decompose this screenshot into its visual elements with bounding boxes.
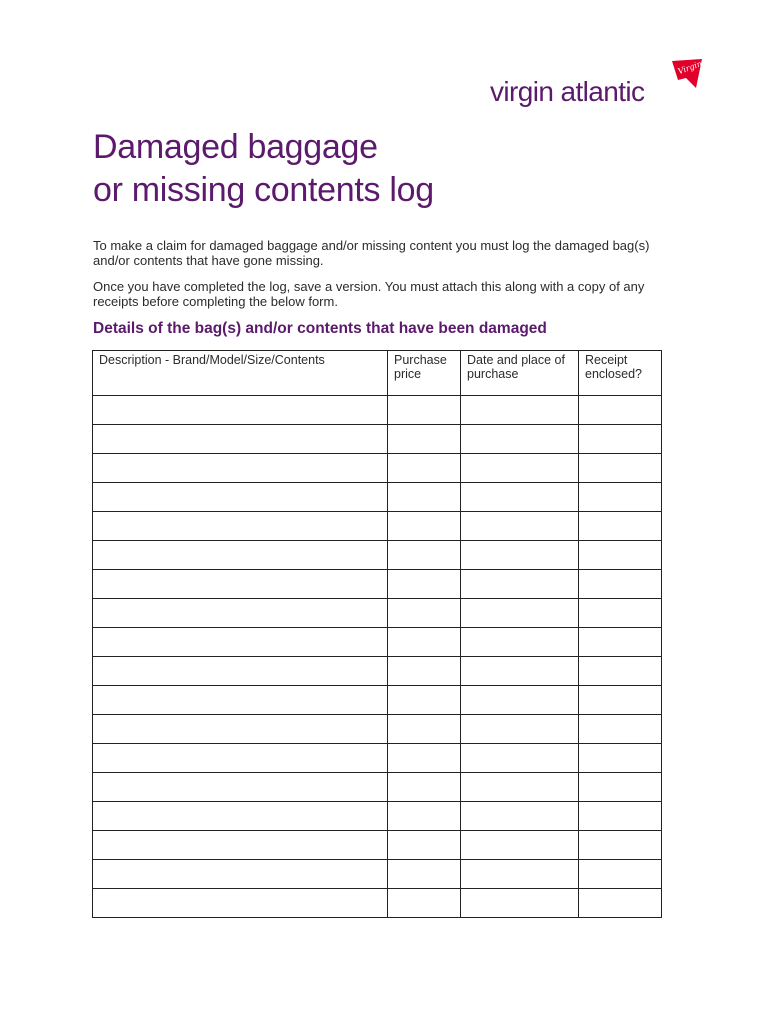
- purchase-price-cell[interactable]: [388, 802, 461, 831]
- date-place-cell[interactable]: [461, 628, 579, 657]
- receipt-cell[interactable]: [579, 541, 662, 570]
- logo-wordmark: virgin atlantic: [490, 76, 645, 107]
- receipt-cell[interactable]: [579, 889, 662, 918]
- purchase-price-cell[interactable]: [388, 831, 461, 860]
- description-cell[interactable]: [93, 657, 388, 686]
- table-body: [93, 396, 662, 918]
- purchase-price-cell[interactable]: [388, 570, 461, 599]
- receipt-cell[interactable]: [579, 599, 662, 628]
- description-cell[interactable]: [93, 628, 388, 657]
- table-row: [93, 715, 662, 744]
- table-row: [93, 425, 662, 454]
- date-place-cell[interactable]: [461, 686, 579, 715]
- date-place-cell[interactable]: [461, 773, 579, 802]
- receipt-cell[interactable]: [579, 715, 662, 744]
- table-row: [93, 599, 662, 628]
- description-cell[interactable]: [93, 889, 388, 918]
- date-place-cell[interactable]: [461, 802, 579, 831]
- date-place-cell[interactable]: [461, 454, 579, 483]
- description-cell[interactable]: [93, 802, 388, 831]
- receipt-cell[interactable]: [579, 396, 662, 425]
- table-row: [93, 454, 662, 483]
- receipt-cell[interactable]: [579, 570, 662, 599]
- page-title-line2: or missing contents log: [93, 171, 434, 209]
- instructions-paragraph-2: Once you have completed the log, save a version. You must attach this along with a copy of any receipts before completing the below form.: [93, 279, 645, 309]
- date-place-cell[interactable]: [461, 860, 579, 889]
- table-row: [93, 570, 662, 599]
- receipt-cell[interactable]: [579, 686, 662, 715]
- table-row: [93, 686, 662, 715]
- description-cell[interactable]: [93, 512, 388, 541]
- receipt-cell[interactable]: [579, 773, 662, 802]
- date-place-cell[interactable]: [461, 512, 579, 541]
- table-row: [93, 483, 662, 512]
- column-header-description: Description - Brand/Model/Size/Contents: [93, 351, 388, 396]
- table-row: [93, 396, 662, 425]
- description-cell[interactable]: [93, 396, 388, 425]
- date-place-cell[interactable]: [461, 889, 579, 918]
- date-place-cell[interactable]: [461, 744, 579, 773]
- purchase-price-cell[interactable]: [388, 686, 461, 715]
- column-header-date-place: Date and place of purchase: [461, 351, 579, 396]
- purchase-price-cell[interactable]: [388, 599, 461, 628]
- page-title: [93, 126, 434, 212]
- date-place-cell[interactable]: [461, 483, 579, 512]
- purchase-price-cell[interactable]: [388, 425, 461, 454]
- purchase-price-cell[interactable]: [388, 657, 461, 686]
- description-cell[interactable]: [93, 541, 388, 570]
- date-place-cell[interactable]: [461, 831, 579, 860]
- description-cell[interactable]: [93, 454, 388, 483]
- table-row: [93, 512, 662, 541]
- receipt-cell[interactable]: [579, 454, 662, 483]
- table-row: [93, 628, 662, 657]
- damage-log-table: [92, 350, 662, 918]
- receipt-cell[interactable]: [579, 512, 662, 541]
- instructions-paragraph-1: To make a claim for damaged baggage and/or missing content you must log the damaged bag(s) and/or contents that have gone missing.: [93, 238, 650, 268]
- table-row: [93, 541, 662, 570]
- purchase-price-cell[interactable]: [388, 889, 461, 918]
- column-header-purchase-price: Purchase price: [388, 351, 461, 396]
- table-row: [93, 860, 662, 889]
- description-cell[interactable]: [93, 744, 388, 773]
- receipt-cell[interactable]: [579, 628, 662, 657]
- receipt-cell[interactable]: [579, 657, 662, 686]
- description-cell[interactable]: [93, 483, 388, 512]
- receipt-cell[interactable]: [579, 744, 662, 773]
- table-row: [93, 802, 662, 831]
- date-place-cell[interactable]: [461, 541, 579, 570]
- purchase-price-cell[interactable]: [388, 860, 461, 889]
- table-row: [93, 744, 662, 773]
- description-cell[interactable]: [93, 831, 388, 860]
- receipt-cell[interactable]: [579, 425, 662, 454]
- table-row: [93, 657, 662, 686]
- receipt-cell[interactable]: [579, 802, 662, 831]
- description-cell[interactable]: [93, 599, 388, 628]
- purchase-price-cell[interactable]: [388, 715, 461, 744]
- date-place-cell[interactable]: [461, 599, 579, 628]
- table-header-row: [93, 351, 662, 396]
- purchase-price-cell[interactable]: [388, 628, 461, 657]
- description-cell[interactable]: [93, 860, 388, 889]
- virgin-atlantic-logo: [490, 58, 708, 114]
- purchase-price-cell[interactable]: [388, 396, 461, 425]
- page-title-line1: Damaged baggage: [93, 128, 378, 166]
- purchase-price-cell[interactable]: [388, 512, 461, 541]
- column-header-receipt: Receipt enclosed?: [579, 351, 662, 396]
- table-row: [93, 773, 662, 802]
- table-row: [93, 831, 662, 860]
- receipt-cell[interactable]: [579, 483, 662, 512]
- svg-text:Virgin: Virgin: [676, 59, 704, 77]
- virgin-flag-icon: [668, 58, 704, 92]
- description-cell[interactable]: [93, 425, 388, 454]
- date-place-cell[interactable]: [461, 396, 579, 425]
- purchase-price-cell[interactable]: [388, 483, 461, 512]
- description-cell[interactable]: [93, 686, 388, 715]
- receipt-cell[interactable]: [579, 860, 662, 889]
- receipt-cell[interactable]: [579, 831, 662, 860]
- date-place-cell[interactable]: [461, 570, 579, 599]
- description-cell[interactable]: [93, 715, 388, 744]
- date-place-cell[interactable]: [461, 715, 579, 744]
- section-heading: Details of the bag(s) and/or contents that have been damaged: [93, 320, 547, 337]
- purchase-price-cell[interactable]: [388, 744, 461, 773]
- description-cell[interactable]: [93, 570, 388, 599]
- purchase-price-cell[interactable]: [388, 541, 461, 570]
- date-place-cell[interactable]: [461, 425, 579, 454]
- table-row: [93, 889, 662, 918]
- purchase-price-cell[interactable]: [388, 454, 461, 483]
- date-place-cell[interactable]: [461, 657, 579, 686]
- purchase-price-cell[interactable]: [388, 773, 461, 802]
- description-cell[interactable]: [93, 773, 388, 802]
